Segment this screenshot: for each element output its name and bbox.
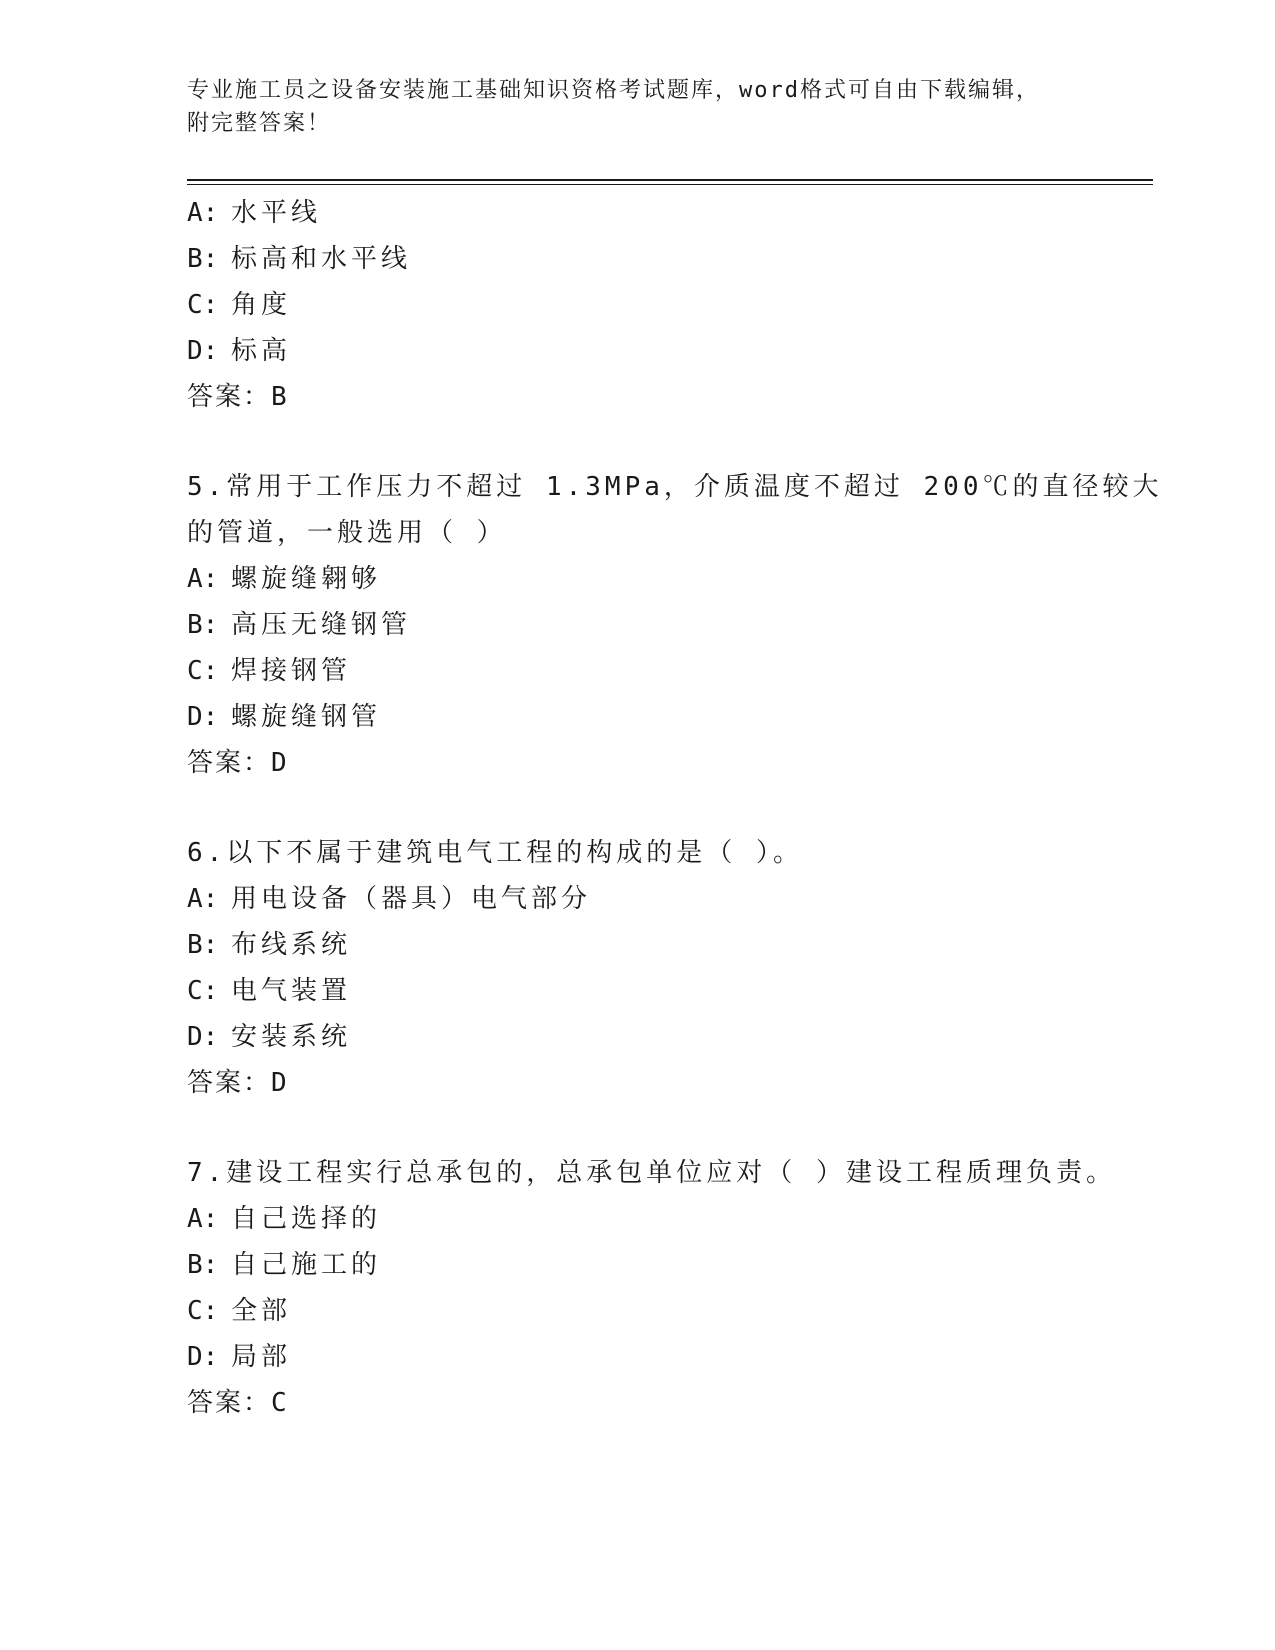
question-4 [187,190,1087,420]
option-c [187,1288,1087,1334]
option-letter: B: [187,1250,219,1280]
option-text: 自己施工的 [231,1250,382,1280]
option-a [187,1196,1087,1242]
option-letter: D: [187,1342,219,1372]
question-5 [187,464,1163,786]
option-b [187,602,1087,648]
option-text: 螺旋缝钢管 [231,702,382,732]
header-line-1: 专业施工员之设备安装施工基础知识资格考试题库，word格式可自由下载编辑， [187,78,1040,103]
option-letter: B: [187,610,219,640]
option-text: 用电设备（器具）电气部分 [231,884,592,914]
question-6 [187,830,1087,1106]
option-letter: C: [187,656,219,686]
option-text: 标高和水平线 [231,244,412,274]
question-text-line-1: 5.常用于工作压力不超过 1.3MPa，介质温度不超过 200℃的直径较大 [187,472,1163,502]
option-d [187,1014,1087,1060]
option-text: 水平线 [231,198,322,228]
question-text-line-1: 6.以下不属于建筑电气工程的构成的是（ ）。 [187,838,803,868]
option-text: 高压无缝钢管 [231,610,412,640]
question-7 [187,1150,1116,1426]
option-b [187,922,1087,968]
option-letter: C: [187,976,219,1006]
option-text: 电气装置 [231,976,352,1006]
answer-line: 答案：D [187,748,289,778]
option-letter: D: [187,702,219,732]
answer-line: 答案：B [187,382,289,412]
option-d [187,1334,1087,1380]
answer-line: 答案：C [187,1388,289,1418]
option-a [187,556,1087,602]
option-letter: B: [187,244,219,274]
option-d [187,328,1087,374]
option-text: 螺旋缝翱够 [231,564,382,594]
option-letter: C: [187,1296,219,1326]
option-text: 标高 [231,336,292,366]
option-text: 角度 [231,290,292,320]
option-letter: B: [187,930,219,960]
question-text-line-2: 的管道，一般选用（ ） [187,518,507,548]
option-c [187,648,1087,694]
option-c [187,282,1087,328]
option-text: 安装系统 [231,1022,352,1052]
option-text: 焊接钢管 [231,656,352,686]
option-text: 全部 [231,1296,292,1326]
header-line-2: 附完整答案！ [187,111,332,136]
option-letter: D: [187,1022,219,1052]
option-letter: A: [187,198,219,228]
option-letter: D: [187,336,219,366]
header-divider-thin [187,184,1153,185]
option-letter: A: [187,564,219,594]
option-text: 局部 [231,1342,292,1372]
option-a [187,876,1087,922]
option-text: 布线系统 [231,930,352,960]
document-header [187,74,1067,140]
option-a [187,190,1087,236]
answer-line: 答案：D [187,1068,289,1098]
question-list [187,190,1163,1426]
option-letter: A: [187,1204,219,1234]
question-text-line-1: 7.建设工程实行总承包的，总承包单位应对（ ）建设工程质理负责。 [187,1158,1116,1188]
option-d [187,694,1087,740]
header-divider-thick [187,179,1153,181]
option-letter: C: [187,290,219,320]
option-b [187,236,1087,282]
option-c [187,968,1087,1014]
option-text: 自己选择的 [231,1204,382,1234]
option-b [187,1242,1087,1288]
option-letter: A: [187,884,219,914]
